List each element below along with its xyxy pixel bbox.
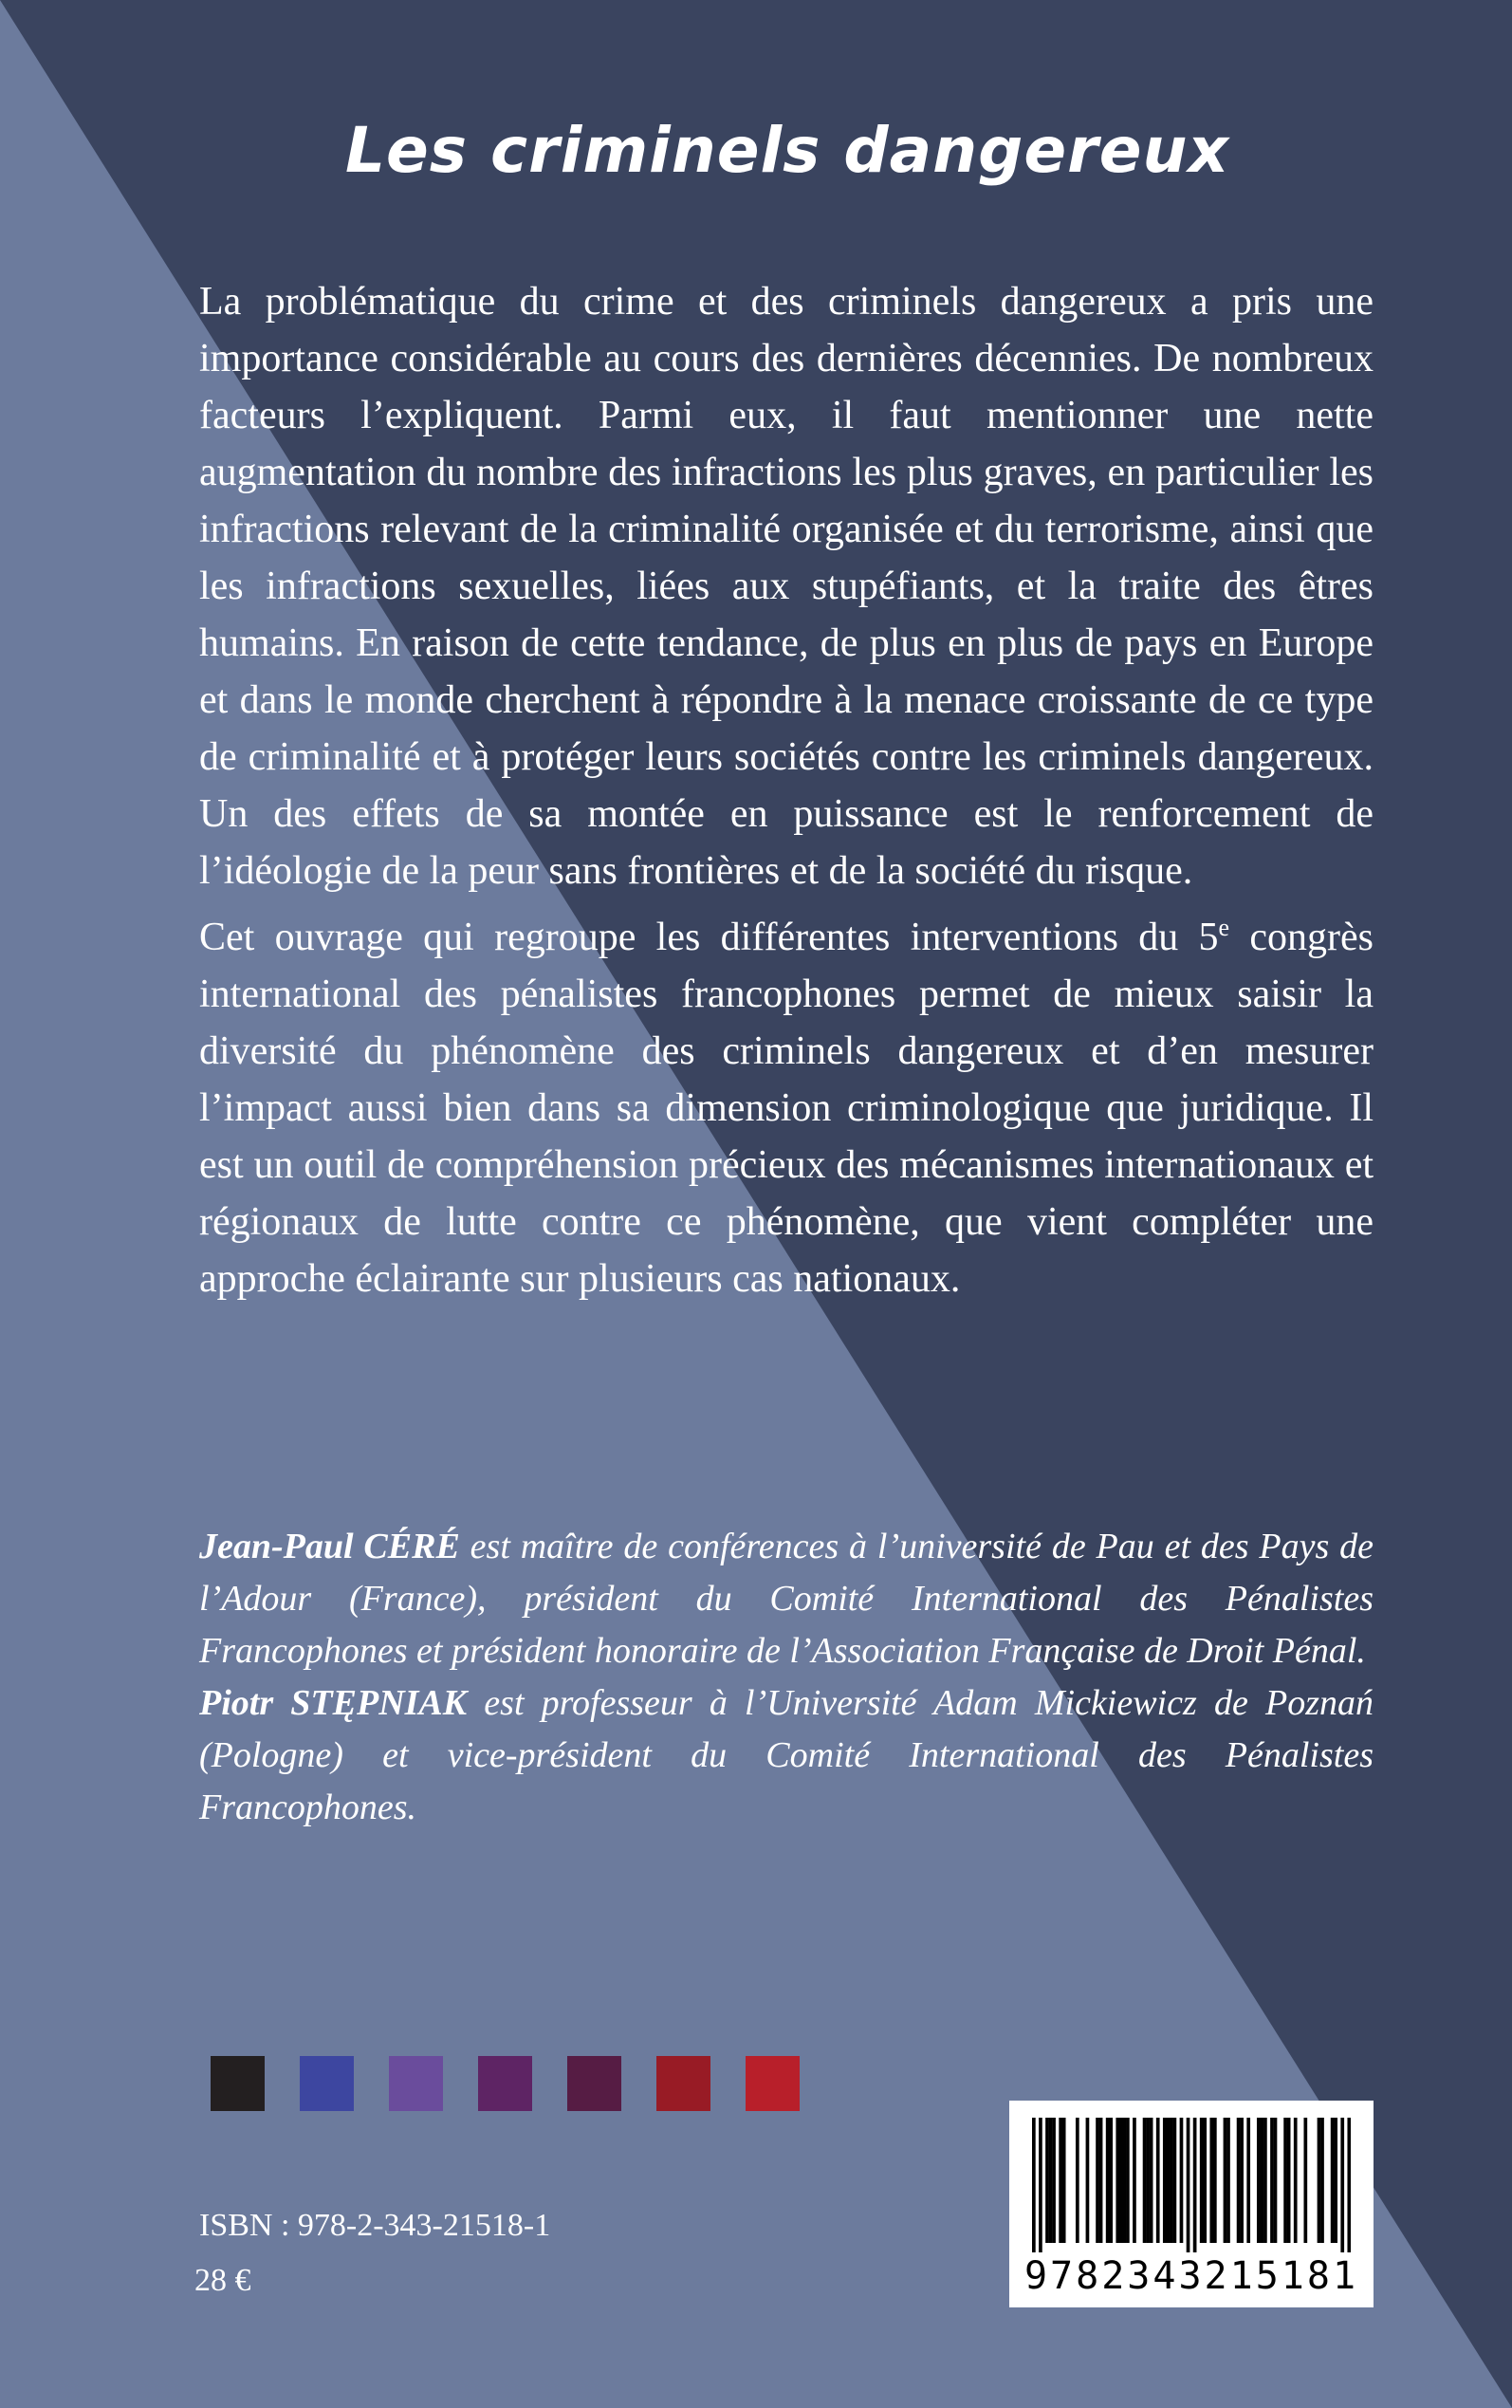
barcode-bar (1209, 2118, 1213, 2243)
author-name-1: Jean-Paul CÉRÉ (199, 1527, 460, 1566)
barcode-bar (1226, 2118, 1230, 2243)
isbn-number: ISBN : 978-2-343-21518-1 (199, 2208, 551, 2243)
author-bio-2 (199, 1677, 1374, 1834)
barcode-bar (1096, 2118, 1099, 2243)
barcode-bar (1303, 2118, 1307, 2243)
barcode-bar (1347, 2118, 1351, 2252)
barcode-bar (1166, 2118, 1170, 2243)
barcode-bar (1246, 2118, 1250, 2243)
barcode-bar (1340, 2118, 1344, 2252)
barcode-bar (1086, 2118, 1090, 2243)
barcode-bar (1163, 2118, 1167, 2243)
swatch-5 (567, 2056, 621, 2111)
barcode-bar (1150, 2118, 1153, 2243)
barcode-bar (1270, 2118, 1274, 2243)
summary-paragraph-2-rest: congrès international des pénalistes francophones permet de mieux saisir la diversité du phénomène des criminels dangereux et d’en mesurer l’impact aussi bien dans sa dimension criminologique que juridique. Il est un outil de compréhension précieux des mécanismes internationaux et régionaux de lutte contre ce phénomène, que vient compléter une approche éclairante sur plusieurs cas nationaux. (199, 916, 1374, 1301)
barcode-bar (1146, 2118, 1150, 2243)
swatch-1 (211, 2056, 265, 2111)
barcode-bar (1076, 2118, 1079, 2243)
barcode-bar (1213, 2118, 1217, 2243)
barcode-bar (1294, 2118, 1298, 2243)
barcode-bar (1156, 2118, 1160, 2243)
swatch-3 (389, 2056, 443, 2111)
barcode-digits: 9782343215181 (1023, 2254, 1359, 2298)
barcode-bar (1287, 2118, 1291, 2243)
barcode-bar (1224, 2118, 1227, 2243)
author-description-1: est maître de conférences à l’université de Pau et des Pays de l’Adour (France), président du Comité International des Pénalistes Francophones et président honoraire de l’Association Française de Droit Pénal. (199, 1527, 1374, 1671)
barcode-bar (1318, 2118, 1321, 2243)
author-bio-1 (199, 1521, 1374, 1677)
author-description-2: est professeur à l’Université Adam Mickiewicz de Poznań (Pologne) et vice-président du Comité International des Pénalistes Francophones. (199, 1683, 1374, 1827)
barcode-bar (1331, 2118, 1335, 2243)
swatch-2 (300, 2056, 354, 2111)
barcode-bar (1261, 2118, 1264, 2243)
barcode-bar (1200, 2118, 1204, 2243)
barcode-bar (1052, 2118, 1056, 2243)
barcode-bar (1106, 2118, 1110, 2243)
barcode-bar (1109, 2118, 1113, 2243)
barcode-bar (1049, 2118, 1053, 2243)
isbn-barcode (1009, 2101, 1374, 2307)
barcode-bar (1062, 2118, 1066, 2243)
barcode-bar (1116, 2118, 1119, 2243)
barcode-bar (1133, 2118, 1136, 2243)
book-title: Les criminels dangereux (344, 114, 1230, 187)
barcode-bar (1059, 2118, 1062, 2243)
barcode-bar (1334, 2118, 1337, 2243)
barcode-bar (1237, 2118, 1241, 2243)
color-swatch-row (211, 2056, 808, 2111)
barcode-bar (1320, 2118, 1324, 2243)
barcode-bar (1263, 2118, 1267, 2243)
author-name-2: Piotr STĘPNIAK (199, 1683, 468, 1723)
barcode-bar (1187, 2118, 1190, 2252)
summary-paragraph-1: La problématique du crime et des criminels dangereux a pris une importance considérable au cours des dernières décennies. De nombreux facteurs l’expliquent. Parmi eux, il faut mentionner une nette augmentation du nombre des infractions les plus graves, en particulier les infractions relevant de la criminalité organisée et du terrorisme, ainsi que les infractions sexuelles, liées aux stupéfiants, et la traite des êtres humains. En raison de cette tendance, de plus en plus de pays en Europe et dans le monde cherchent à répondre à la menace croissante de ce type de criminalité et à protéger leurs sociétés contre les criminels dangereux. Un des effets de sa montée en puissance est le renforcement de l’idéologie de la peur sans frontières et de la société du risque. (199, 280, 1374, 893)
barcode-bar (1193, 2118, 1197, 2252)
barcode-bar (1257, 2118, 1261, 2243)
barcode-bar (1283, 2118, 1287, 2243)
barcode-bar (1032, 2118, 1036, 2252)
barcode-bar (1126, 2118, 1130, 2243)
swatch-6 (656, 2056, 710, 2111)
barcode-bar (1274, 2118, 1278, 2243)
author-bios (199, 1521, 1374, 1834)
swatch-4 (478, 2056, 532, 2111)
barcode-bar (1170, 2118, 1173, 2243)
barcode-bar (1045, 2118, 1049, 2243)
book-summary (199, 273, 1374, 1307)
barcode-bar (1099, 2118, 1103, 2243)
barcode-bar (1240, 2118, 1244, 2243)
swatch-7 (746, 2056, 800, 2111)
barcode-bar (1039, 2118, 1042, 2252)
price: 28 € (194, 2263, 251, 2298)
barcode-bar (1119, 2118, 1123, 2243)
barcode-bar (1143, 2118, 1147, 2243)
barcode-bar (1203, 2118, 1207, 2243)
barcode-bar (1173, 2118, 1177, 2243)
barcode-bar (1122, 2118, 1126, 2243)
ordinal-superscript: e (1218, 914, 1230, 941)
summary-paragraph-2-start: Cet ouvrage qui regroupe les différentes interventions du 5 (199, 916, 1219, 959)
barcode-bars (1032, 2118, 1351, 2252)
summary-paragraph-2 (199, 899, 1374, 1307)
barcode-bar (1180, 2118, 1184, 2243)
